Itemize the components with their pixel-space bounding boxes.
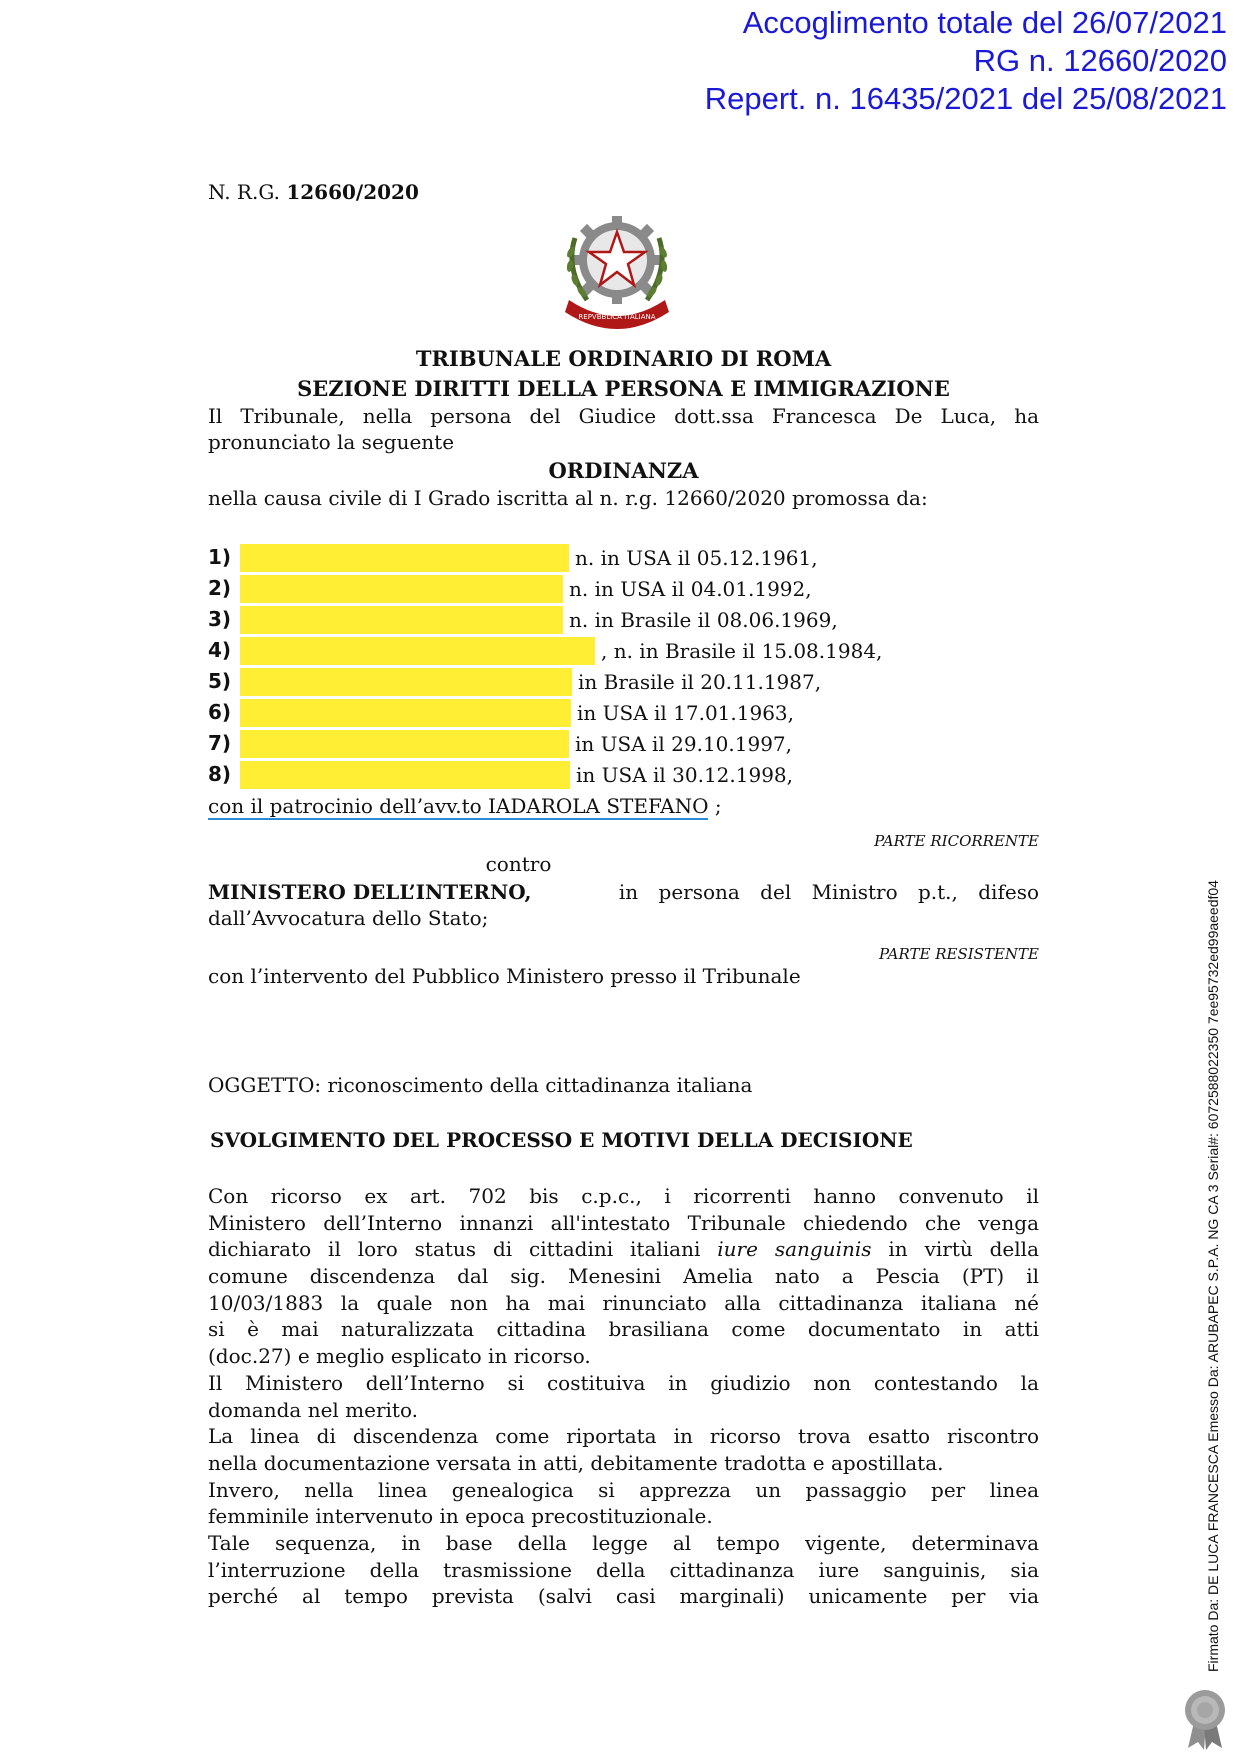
document-title: ORDINANZA — [548, 458, 699, 483]
italian-republic-emblem-icon — [557, 208, 677, 332]
respondent-line-2: dall’Avvocatura dello Stato; — [208, 906, 489, 930]
counsel-line — [208, 794, 1039, 818]
party-details: in Brasile il 20.11.1987, — [578, 670, 822, 694]
party-number: 1) — [208, 544, 232, 569]
case-number-value: 12660/2020 — [286, 180, 419, 204]
case-number — [208, 180, 1039, 204]
respondent-line-1 — [208, 880, 1039, 904]
intervention-line: con l’intervento del Pubblico Ministero presso il Tribunale — [208, 964, 801, 988]
body-line: (doc.27) e meglio esplicato in ricorso. — [208, 1344, 591, 1369]
redaction-highlight — [240, 699, 571, 727]
body-line: perché al tempo prevista (salvi casi marginali) unicamente per via — [208, 1584, 1039, 1609]
counsel-suffix: ; — [708, 794, 722, 818]
stamp-rg: RG n. 12660/2020 — [973, 43, 1227, 78]
party-details: in USA il 30.12.1998, — [576, 763, 794, 787]
party-8 — [208, 761, 793, 789]
party-3 — [208, 606, 838, 634]
emblem-ribbon-text: REPVBBLICA ITALIANA — [578, 313, 656, 321]
body-line: comune discendenza dal sig. Menesini Amelia nato a Pescia (PT) il — [208, 1264, 1039, 1289]
redaction-highlight — [240, 544, 569, 572]
body-line: 10/03/1883 la quale non ha mai rinunciato alla cittadinanza italiana né — [208, 1290, 1039, 1315]
party-5 — [208, 668, 821, 696]
redaction-highlight — [240, 761, 570, 789]
latin-phrase: iure sanguinis — [717, 1237, 872, 1262]
redaction-highlight — [240, 637, 595, 665]
counsel-name: con il patrocinio dell’avv.to IADAROLA STEFANO — [208, 794, 709, 818]
role-applicant: PARTE RICORRENTE — [874, 832, 1039, 850]
respondent-rest: in persona del Ministro p.t., difeso — [618, 880, 1039, 904]
case-number-label: N. R.G. — [208, 180, 280, 204]
body-line: dichiarato il loro status di cittadini italiani iure sanguinis in virtù della — [208, 1237, 1039, 1262]
stamp-outcome: Accoglimento totale del 26/07/2021 — [742, 5, 1227, 40]
redaction-highlight — [240, 730, 569, 758]
body-line: nella documentazione versata in atti, debitamente tradotta e apostillata. — [208, 1450, 944, 1475]
body-line: Ministero dell’Interno innanzi all'intestato Tribunale chiedendo che venga — [208, 1210, 1039, 1235]
body-line: l’interruzione della trasmissione della cittadinanza iure sanguinis, sia — [208, 1557, 1039, 1582]
body-line: si è mai naturalizzata cittadina brasiliana come documentato in atti — [208, 1317, 1039, 1342]
party-details: n. in USA il 05.12.1961, — [575, 546, 818, 570]
intro-line-2: pronunciato la seguente — [208, 430, 455, 454]
party-6 — [208, 699, 794, 727]
contro-label: contro — [485, 852, 552, 876]
party-number: 7) — [208, 730, 232, 755]
party-details: n. in USA il 04.01.1992, — [569, 577, 812, 601]
body-line: femminile intervenuto in epoca precostituzionale. — [208, 1504, 713, 1529]
body-line: La linea di discendenza come riportata in ricorso trova esatto riscontro — [208, 1424, 1039, 1449]
digital-signature-seal-icon — [1180, 1688, 1230, 1750]
decision-stamp — [705, 4, 1227, 118]
party-details: n. in Brasile il 08.06.1969, — [569, 608, 838, 632]
party-number: 2) — [208, 575, 232, 600]
body-line: Invero, nella linea genealogica si apprezza un passaggio per linea — [208, 1477, 1039, 1502]
intro-line-1: Il Tribunale, nella persona del Giudice dott.ssa Francesca De Luca, ha — [208, 404, 1039, 428]
party-number: 5) — [208, 668, 232, 693]
respondent-name: MINISTERO DELL’INTERNO, — [208, 880, 532, 904]
court-section: SEZIONE DIRITTI DELLA PERSONA E IMMIGRAZIONE — [297, 376, 950, 401]
party-7 — [208, 730, 792, 758]
court-name: TRIBUNALE ORDINARIO DI ROMA — [415, 346, 832, 371]
redaction-highlight — [240, 606, 563, 634]
party-4 — [208, 637, 882, 665]
party-number: 8) — [208, 761, 232, 786]
party-details: , n. in Brasile il 15.08.1984, — [601, 639, 883, 663]
party-number: 3) — [208, 606, 232, 631]
subject-line: OGGETTO: riconoscimento della cittadinanza italiana — [208, 1073, 753, 1097]
party-details: in USA il 29.10.1997, — [575, 732, 793, 756]
party-2 — [208, 575, 812, 603]
party-number: 4) — [208, 637, 232, 662]
party-1 — [208, 544, 818, 572]
body-line: Con ricorso ex art. 702 bis c.p.c., i ricorrenti hanno convenuto il — [208, 1184, 1039, 1208]
party-number: 6) — [208, 699, 232, 724]
redaction-highlight — [240, 575, 563, 603]
cause-line: nella causa civile di I Grado iscritta al n. r.g. 12660/2020 promossa da: — [208, 486, 928, 510]
body-line: Il Ministero dell’Interno si costituiva in giudizio non contestando la — [208, 1370, 1039, 1395]
redaction-highlight — [240, 668, 572, 696]
body-text — [208, 1183, 1039, 1610]
party-details: in USA il 17.01.1963, — [577, 701, 795, 725]
body-line: Tale sequenza, in base della legge al tempo vigente, determinava — [208, 1530, 1039, 1555]
section-title: SVOLGIMENTO DEL PROCESSO E MOTIVI DELLA DECISIONE — [210, 1128, 913, 1152]
stamp-repertorio: Repert. n. 16435/2021 del 25/08/2021 — [704, 81, 1227, 116]
digital-signature-text: Firmato Da: DE LUCA FRANCESCA Emesso Da: ARUBAPEC S.P.A. NG CA 3 Serial#: 6072588022350 7ee95732ed99aeedf04 — [1205, 880, 1221, 1672]
body-line: domanda nel merito. — [208, 1397, 419, 1422]
role-respondent: PARTE RESISTENTE — [878, 945, 1039, 963]
